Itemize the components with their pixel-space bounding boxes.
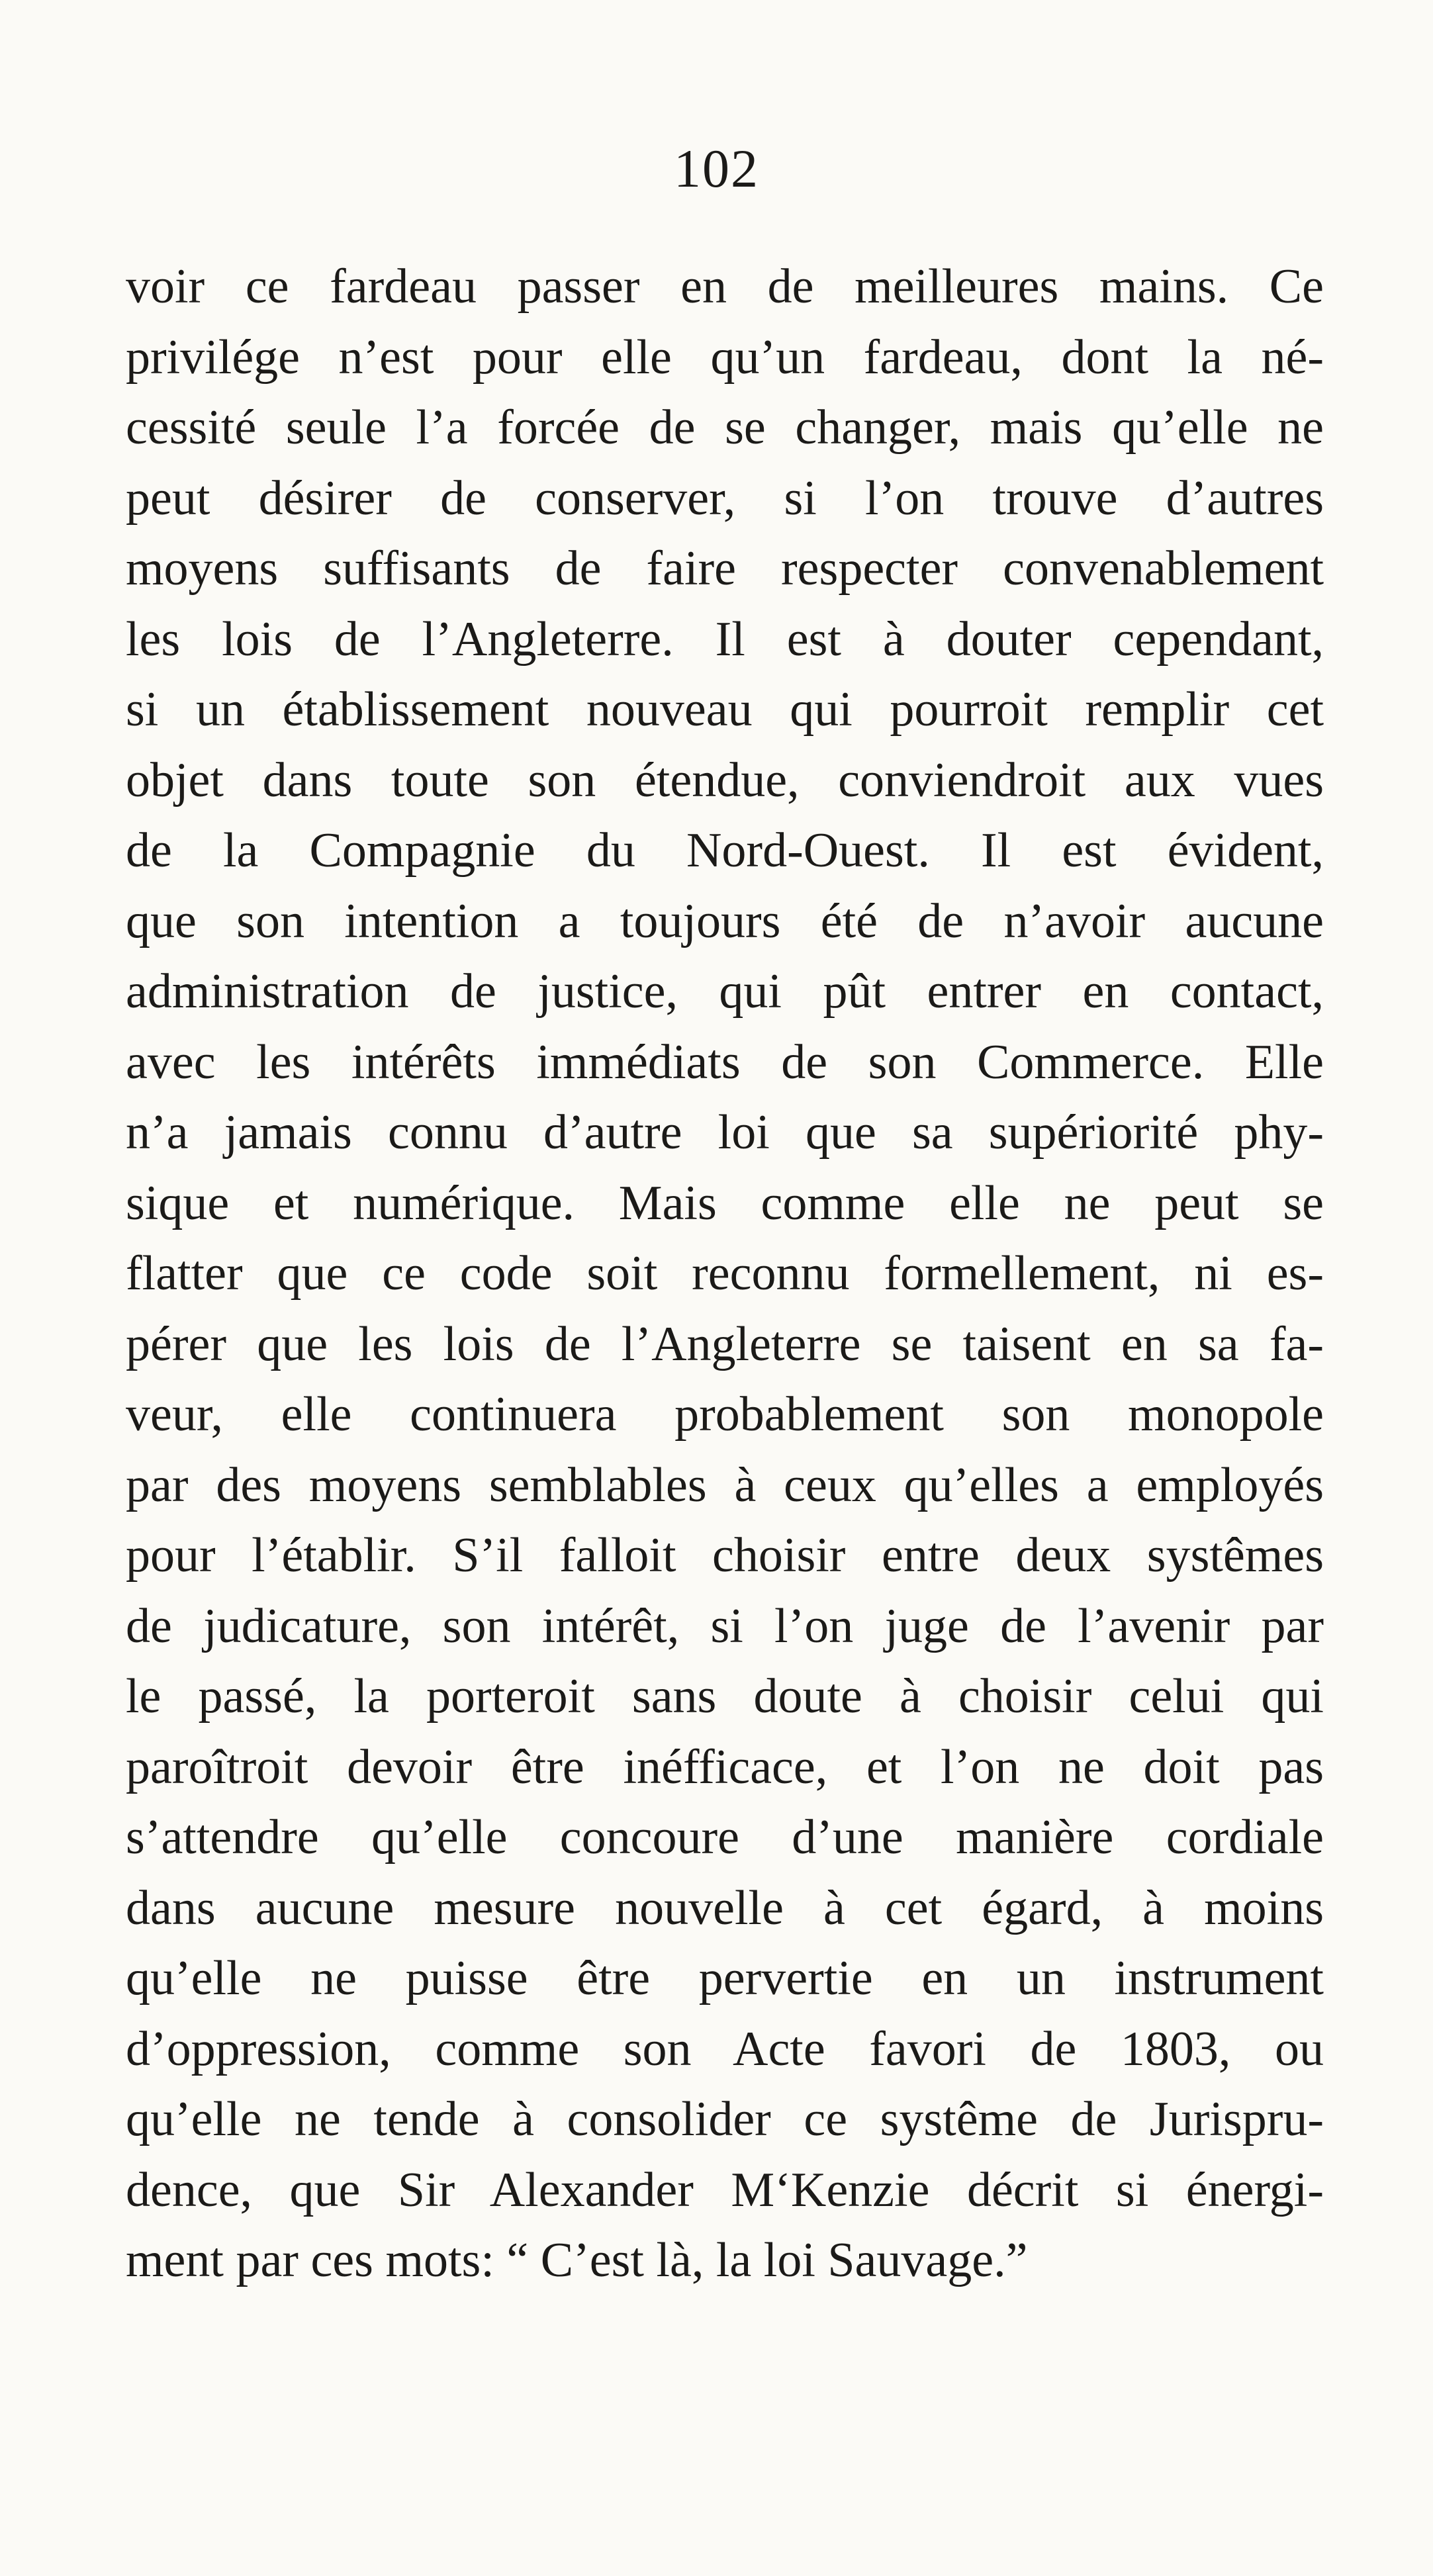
body-text	[126, 252, 1324, 2296]
text-line: moyens suffisants de faire respecter convenablement	[126, 541, 1324, 596]
text-line: administration de justice, qui pût entrer en contact,	[126, 964, 1324, 1019]
text-line: pour l’établir. S’il falloit choisir entre deux systêmes	[126, 1528, 1324, 1583]
text-line: d’oppression, comme son Acte favori de 1803, ou	[126, 2021, 1324, 2076]
text-line: peut désirer de conserver, si l’on trouve d’autres	[126, 471, 1324, 526]
text-line-last: ment par ces mots: “ C’est là, la loi Sauvage.”	[126, 2233, 1028, 2287]
text-line: pérer que les lois de l’Angleterre se taisent en sa fa-	[126, 1316, 1324, 1371]
text-line: par des moyens semblables à ceux qu’elles a employés	[126, 1457, 1324, 1512]
text-line: les lois de l’Angleterre. Il est à douter cependant,	[126, 612, 1324, 667]
text-line: avec les intérêts immédiats de son Commerce. Elle	[126, 1035, 1324, 1089]
text-line: dans aucune mesure nouvelle à cet égard, à moins	[126, 1880, 1324, 1935]
text-line: cessité seule l’a forcée de se changer, mais qu’elle ne	[126, 400, 1324, 455]
text-line: de la Compagnie du Nord-Ouest. Il est évident,	[126, 823, 1324, 878]
text-line: paroîtroit devoir être inéfficace, et l’on ne doit pas	[126, 1739, 1324, 1794]
text-line: qu’elle ne puisse être pervertie en un instrument	[126, 1951, 1324, 2005]
text-line: s’attendre qu’elle concoure d’une manière cordiale	[126, 1810, 1324, 1864]
text-line: le passé, la porteroit sans doute à choisir celui qui	[126, 1669, 1324, 1724]
page-number: 102	[674, 138, 759, 199]
text-line: veur, elle continuera probablement son monopole	[126, 1387, 1324, 1442]
text-line: voir ce fardeau passer en de meilleures mains. Ce	[126, 259, 1324, 314]
text-line: n’a jamais connu d’autre loi que sa supériorité phy-	[126, 1105, 1324, 1160]
text-line: qu’elle ne tende à consolider ce systême de Jurispru-	[126, 2092, 1324, 2146]
text-line: si un établissement nouveau qui pourroit remplir cet	[126, 682, 1324, 737]
text-line: privilége n’est pour elle qu’un fardeau, dont la né-	[126, 330, 1324, 385]
text-line: sique et numérique. Mais comme elle ne peut se	[126, 1175, 1324, 1230]
text-line: dence, que Sir Alexander M‘Kenzie décrit si énergi-	[126, 2162, 1324, 2217]
text-line: flatter que ce code soit reconnu formellement, ni es-	[126, 1246, 1324, 1301]
text-line: objet dans toute son étendue, conviendroit aux vues	[126, 753, 1324, 807]
text-line: de judicature, son intérêt, si l’on juge de l’avenir par	[126, 1598, 1324, 1653]
text-line: que son intention a toujours été de n’avoir aucune	[126, 894, 1324, 948]
